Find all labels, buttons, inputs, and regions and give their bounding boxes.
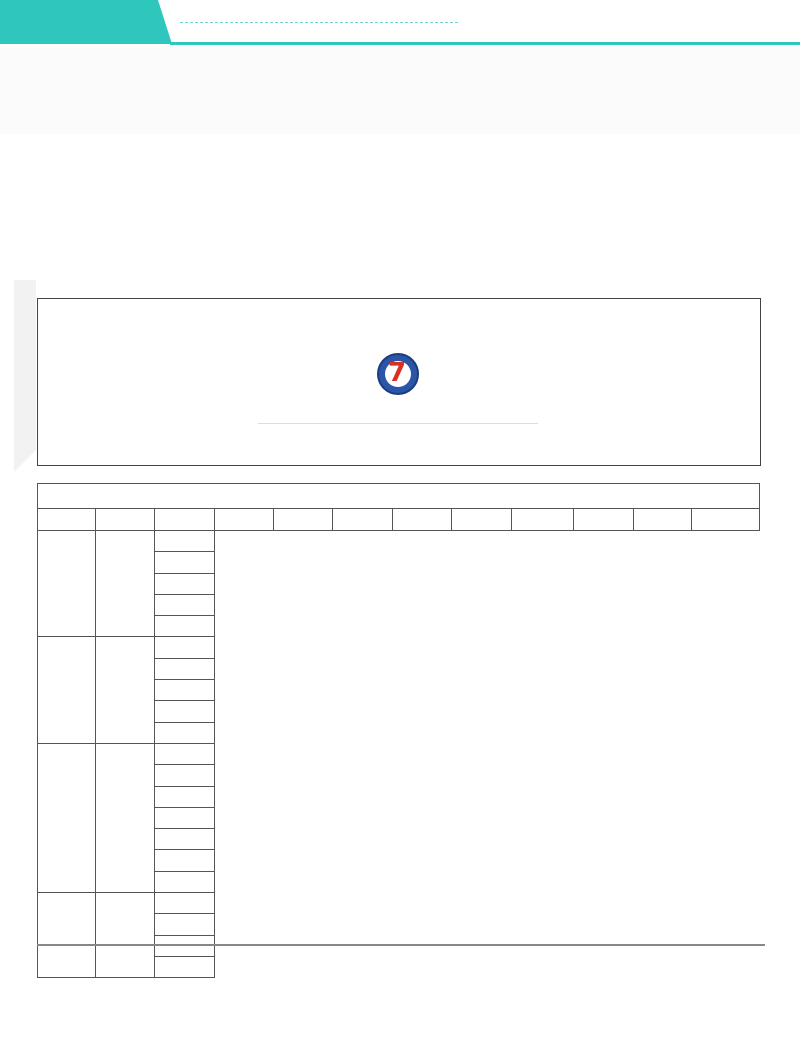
od-cell (96, 893, 155, 978)
wall-cell (155, 829, 215, 850)
spec-table-wrapper (37, 483, 759, 978)
caliber-cell (38, 531, 96, 637)
col-od (452, 509, 512, 531)
wall-cell (155, 956, 215, 977)
header-spacer (0, 46, 800, 134)
wall-cell (155, 893, 215, 914)
wall-cell (155, 871, 215, 892)
table-caption (38, 484, 760, 509)
wall-cell (155, 765, 215, 786)
wall-cell (155, 701, 215, 722)
wall-cell (155, 786, 215, 807)
wall-cell (155, 850, 215, 871)
table-row (38, 893, 760, 914)
wall-cell (155, 914, 215, 935)
wall-cell (155, 658, 215, 679)
table-body (38, 531, 760, 978)
spec-banner (37, 298, 761, 466)
wall-cell (155, 807, 215, 828)
col-wall (333, 509, 393, 531)
header-dashed-line (180, 22, 458, 23)
col-caliber (38, 509, 96, 531)
wall-cell (155, 531, 215, 552)
col-od (96, 509, 155, 531)
col-caliber (574, 509, 634, 531)
table-overlay-line (37, 944, 765, 946)
wall-cell (155, 616, 215, 637)
table-header-row (38, 509, 760, 531)
header-underline (170, 42, 800, 45)
spec-table (37, 483, 760, 978)
wall-cell (155, 680, 215, 701)
table-row (38, 531, 760, 552)
header-tab (0, 0, 172, 44)
table-row (38, 637, 760, 658)
od-cell (96, 531, 155, 637)
col-caliber (215, 509, 274, 531)
od-cell (96, 637, 155, 743)
seven-logo-icon: 7 (377, 353, 419, 395)
col-od (274, 509, 333, 531)
col-caliber (393, 509, 452, 531)
wall-cell (155, 722, 215, 743)
page-header (0, 0, 800, 46)
col-wall (692, 509, 760, 531)
caliber-cell (38, 637, 96, 743)
od-cell (96, 743, 155, 892)
col-wall (512, 509, 574, 531)
banner-divider (258, 423, 538, 424)
wall-cell (155, 573, 215, 594)
wall-cell (155, 552, 215, 573)
header-slogans (468, 14, 504, 29)
table-row (38, 743, 760, 764)
wall-cell (155, 637, 215, 658)
wall-cell (155, 594, 215, 615)
caliber-cell (38, 743, 96, 892)
col-wall (155, 509, 215, 531)
caliber-cell (38, 893, 96, 978)
col-od (634, 509, 692, 531)
wall-cell (155, 743, 215, 764)
